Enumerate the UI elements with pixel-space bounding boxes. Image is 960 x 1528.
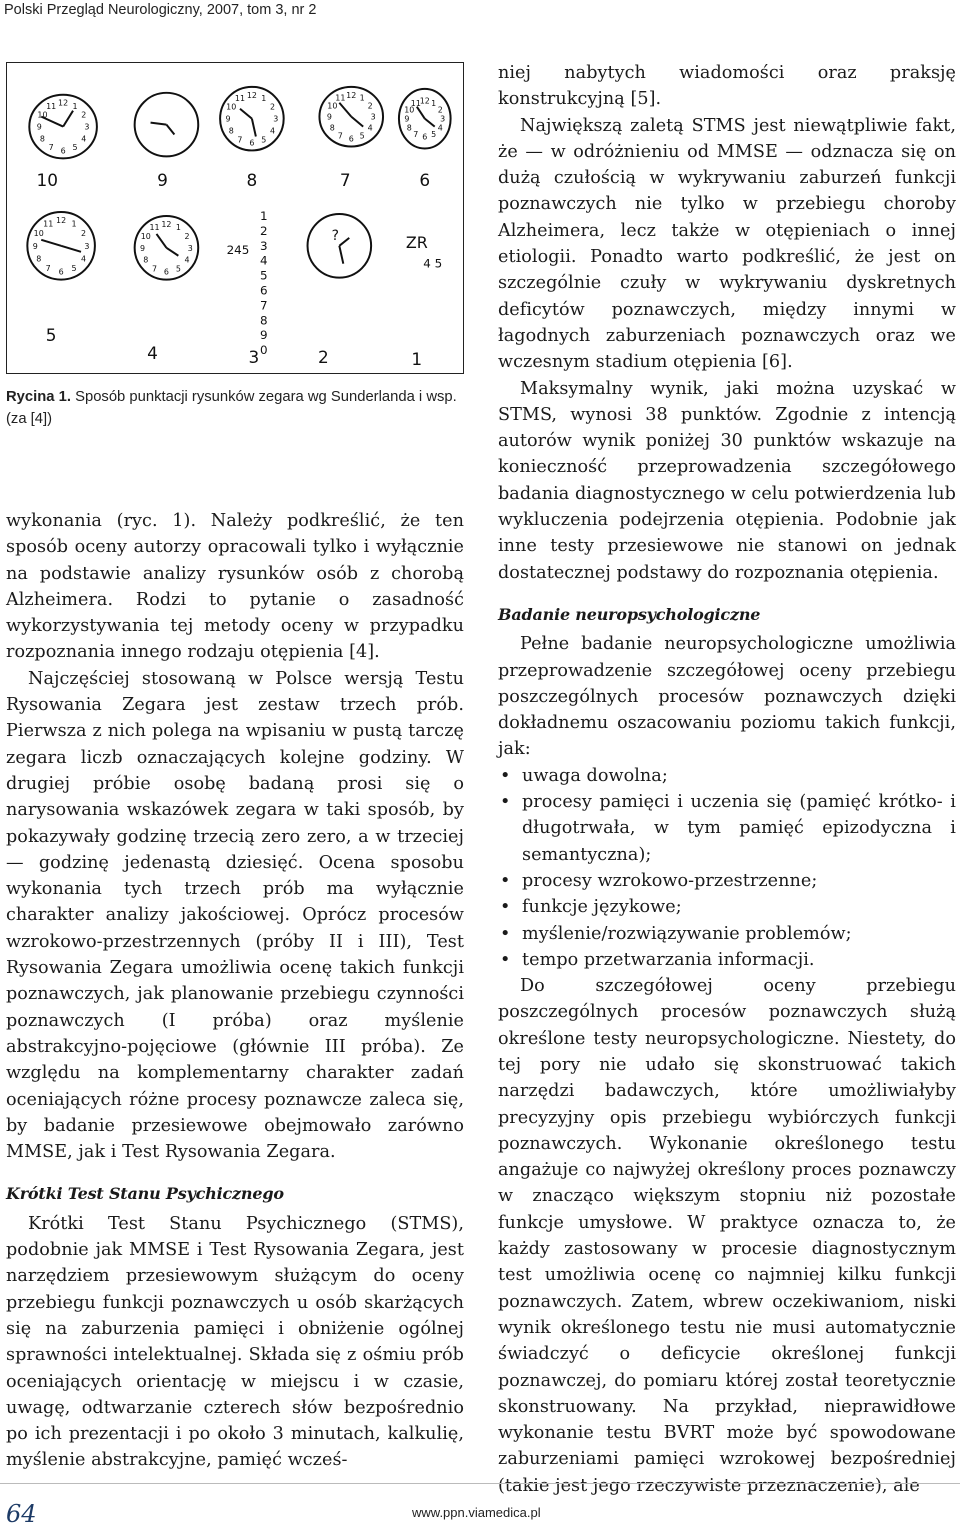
right-paragraph-1: niej nabytych wiadomości oraz praksję konstrukcyjną [5]. bbox=[498, 63, 956, 110]
clock-numeral: 12 bbox=[346, 90, 357, 100]
right-paragraph-5: Do szczegółowej oceny przebiegu poszczególnych procesów poznawczych służą określone testy neuropsychologiczne. Niestety, do tej pory nie udało się skonstruować takich narzędzi badawczych, które umożliwiałyby precyzyjny opis przebiegu wybiórczych funkcji poznawczych. Wykonanie określonego testu angażuje co najwyżej określony proces poznawczy w znacząco większym stopniu niż pozostałe funkcje umysłowe. W praktyce oznacza to, że każdy zastosowany w procesie diagnostycznym test umożliwia ocenę co najmniej kilku funkcji poznawczych. Zatem, wbrew oczekiwaniom, niski wynik określonego testu nie musi automatycznie świadczyć o deficycie określonej funkcji poznawczej, do pomiaru której został teoretycznie skonstruowany. Na przykład, nieprawidłowe wykonanie testu BVRT może być spowodowane zaburzeniami pamięci wzrokowej bezpośredniej (takie jest jego rzeczywiste przeznaczenie), ale bbox=[498, 976, 956, 1496]
clock-numeral: 9 bbox=[404, 114, 410, 124]
score-label: 6 bbox=[419, 170, 431, 191]
clock-numeral: 9 bbox=[36, 122, 42, 132]
score-label: 9 bbox=[157, 170, 168, 191]
clock-numeral: 10 bbox=[33, 228, 44, 238]
clock-numeral: 2 bbox=[81, 110, 87, 120]
clock-numeral: 4 bbox=[81, 134, 87, 144]
clock-numeral: 3 bbox=[187, 243, 193, 253]
vertical-digit: 9 bbox=[260, 328, 268, 343]
clock-numeral: 6 bbox=[58, 267, 64, 277]
vertical-digit: 1 bbox=[260, 208, 268, 223]
clock-numeral: 8 bbox=[36, 254, 42, 264]
clock-numeral: 11 bbox=[149, 223, 160, 233]
clock-numeral: 1 bbox=[261, 93, 267, 103]
vertical-digit: 4 bbox=[260, 253, 268, 268]
figure-caption bbox=[6, 386, 466, 430]
vertical-digit: 7 bbox=[260, 298, 268, 313]
clock-numeral: 10 bbox=[327, 101, 338, 111]
clock-numeral: 1 bbox=[431, 99, 437, 109]
clock-numeral: 12 bbox=[161, 219, 172, 229]
list-item: • funkcje językowe; bbox=[498, 894, 956, 920]
clock-numeral: 7 bbox=[413, 130, 419, 140]
clock-numeral: 5 bbox=[175, 264, 181, 274]
journal-header: Polski Przegląd Neurologiczny, 2007, tom 3, nr 2 bbox=[4, 2, 317, 18]
clock-numeral: 2 bbox=[367, 101, 373, 111]
clock-hand bbox=[417, 107, 425, 119]
vertical-digit: 2 bbox=[260, 223, 268, 238]
vertical-digit: 6 bbox=[260, 283, 268, 298]
clock-numeral: 1 bbox=[71, 219, 77, 229]
right-paragraph-3: Maksymalny wynik, jaki można uzyskać w STMS, wynosi 38 punktów. Zgodnie z intencją autorów wynik poniżej 30 punktów wskazuje na konieczność przeprowadzenia szczegółowego badania diagnostycznego w celu potwierdzenia lub wykluczenia podejrzenia otępienia. Podobnie jak inne testy przesiewowe nie stanowi on jednak dostatecznej podstawy do rozpoznania otępienia. bbox=[498, 378, 956, 583]
clock-numeral: 9 bbox=[225, 114, 231, 124]
score-label: 10 bbox=[36, 170, 58, 191]
list-item: • myślenie/rozwiązywanie problemów; bbox=[498, 921, 956, 947]
clock-numeral: 6 bbox=[249, 138, 255, 148]
clock-numeral: 7 bbox=[48, 143, 54, 153]
left-paragraph-3: Krótki Test Stanu Psychicznego (STMS), podobnie jak MMSE i Test Rysowania Zegara, jest narzędziem przesiewowym służącym do oceny przebiegu funkcji poznawczych u osób skarżących się na zaburzenia pamięci i obniżenie ogólnej sprawności intelektualnej. Składa się z ośmiu prób oceniających orientację w miejscu i w czasie, uwagę, odtwarzanie czterech słów bezpośrednio po ich prezentacji i po około 3 minutach, kalkulię, myślenie abstrakcyjne, pamięć wcześ- bbox=[6, 1213, 464, 1471]
clock-numeral: 4 bbox=[80, 254, 87, 264]
footer-divider bbox=[0, 1483, 960, 1484]
clock-numeral: 5 bbox=[359, 131, 365, 141]
clock-numeral: 4 bbox=[270, 126, 276, 136]
figure-caption-label: Rycina 1. bbox=[6, 389, 71, 405]
list-item: • tempo przetwarzania informacji. bbox=[498, 947, 956, 973]
scribble-text: 245 bbox=[226, 242, 250, 257]
clock-hand bbox=[166, 248, 178, 256]
figure-caption-text: Sposób punktacji rysunków zegara wg Sunderlanda i wsp. (za [4]) bbox=[6, 389, 457, 427]
clock-numeral: 8 bbox=[228, 126, 234, 136]
footer-url: www.ppn.viamedica.pl bbox=[412, 1505, 541, 1520]
clock-hand bbox=[339, 103, 351, 117]
clock-numeral: 10 bbox=[404, 105, 415, 115]
clock-numeral: 11 bbox=[46, 101, 57, 111]
clock-numeral: 12 bbox=[419, 96, 430, 106]
clock-numeral: 12 bbox=[56, 215, 67, 225]
right-column bbox=[498, 60, 956, 1499]
list-item: • procesy wzrokowo-przestrzenne; bbox=[498, 868, 956, 894]
clock-numeral: 2 bbox=[184, 231, 190, 241]
clock-numeral: 4 bbox=[437, 123, 443, 133]
clock-hand bbox=[339, 246, 343, 264]
clock-numeral: 6 bbox=[163, 267, 169, 277]
clock-numeral: 3 bbox=[370, 112, 376, 122]
clock-numeral: 7 bbox=[151, 264, 158, 274]
clock-numeral: 5 bbox=[261, 135, 267, 145]
clock-hand bbox=[151, 123, 167, 125]
clock-numeral: 10 bbox=[37, 110, 48, 120]
clock-numeral: 7 bbox=[45, 264, 51, 274]
vertical-digit: 5 bbox=[260, 268, 268, 283]
clock-numeral: 2 bbox=[437, 105, 443, 115]
clock-numeral: 4 bbox=[184, 255, 190, 265]
section-heading-neuropsych: Badanie neuropsychologiczne bbox=[498, 604, 761, 624]
clock-numeral: 7 bbox=[237, 135, 243, 145]
clock-numeral: 6 bbox=[60, 146, 66, 156]
clock-numeral: 12 bbox=[246, 90, 257, 100]
clock-numeral: 11 bbox=[410, 99, 421, 109]
right-paragraph-2: Największą zaletą STMS jest niewątpliwie fakt, że — w odróżnieniu od MMSE — odznacza się on dużą czułością w wykrywaniu zaburzeń funkcji poznawczych nie tylko w przebiegu choroby Alzheimera, lecz także w otępieniach o innej etiologii. Ponadto warto podkreślić, że jest on szczególnie czuły w wykrywaniu dyskretnych deficytów poznawczych, między innymi w łagodnych zaburzeniach poznawczych oraz we wczesnym stadium otępienia [6]. bbox=[498, 115, 956, 373]
clock-hand bbox=[63, 111, 73, 127]
clock-numeral: 1 bbox=[175, 223, 181, 233]
clock-hand bbox=[61, 246, 81, 252]
clock-numeral: 3 bbox=[84, 241, 90, 251]
section-heading-stms: Krótki Test Stanu Psychicznego bbox=[6, 1184, 284, 1204]
clock-numeral: 2 bbox=[80, 228, 87, 238]
clock-hand bbox=[166, 125, 174, 135]
clock-numeral: 9 bbox=[32, 241, 38, 251]
clock-numeral: 8 bbox=[406, 123, 412, 133]
score-label: 7 bbox=[339, 170, 351, 191]
right-paragraph-4: Pełne badanie neuropsychologiczne umożliwia przeprowadzenie szczegółowej oceny przebiegu poszczególnych procesów poznawczych dzięki dokładnemu oszacowaniu poziomu takich funkcji, jak: bbox=[498, 634, 956, 760]
clock-numeral: 5 bbox=[72, 143, 78, 153]
score-label: 5 bbox=[45, 325, 57, 346]
clock-numeral: 3 bbox=[273, 114, 279, 124]
clock-numeral: 11 bbox=[234, 93, 246, 103]
score-label: 1 bbox=[411, 349, 423, 370]
clock-hand bbox=[351, 117, 363, 127]
left-column bbox=[6, 508, 464, 1474]
clock-numeral: 7 bbox=[337, 131, 343, 141]
clock-numeral: 3 bbox=[440, 114, 446, 124]
clock-numeral: 1 bbox=[72, 101, 78, 111]
clock-numeral: 8 bbox=[39, 134, 45, 144]
clock-hand bbox=[41, 240, 61, 246]
clock-numeral: 8 bbox=[329, 123, 335, 133]
vertical-digit: 0 bbox=[260, 343, 268, 358]
clock-numeral: 9 bbox=[140, 243, 146, 253]
clock-drawings-figure bbox=[6, 62, 464, 374]
clock-hand bbox=[157, 234, 167, 248]
clock-numeral: 2 bbox=[270, 102, 276, 112]
list-item: • uwaga dowolna; bbox=[498, 763, 956, 789]
clock-hand bbox=[252, 119, 256, 137]
vertical-digit: 3 bbox=[260, 238, 268, 253]
clock-numeral: 10 bbox=[226, 102, 237, 112]
clock-numeral: 3 bbox=[84, 122, 90, 132]
score-label: 8 bbox=[246, 170, 258, 191]
clock-hand bbox=[339, 238, 349, 246]
clock-numeral: 5 bbox=[431, 130, 437, 140]
score-label: 4 bbox=[147, 343, 158, 364]
clock-numeral: 8 bbox=[143, 255, 149, 265]
clock-numeral: 1 bbox=[359, 93, 365, 103]
clock-numeral: 11 bbox=[43, 219, 54, 229]
left-paragraph-2: Najczęściej stosowaną w Polsce wersją Testu Rysowania Zegara jest zestaw trzech prób. Pierwsza z nich polega na wpisaniu w pustą tarczę zegara liczb oznaczających kolejne godziny. W drugiej próbie osobę badaną prosi się o narysowania wskazówek zegara w taki sposób, by pokazywały godzinę trzecią zero zero, a w trzeciej — godzinę jedenastą dziesięć. Ocena sposobu wykonania tych trzech prób ma wyłącznie charakter analizy jakościowej. Oprócz procesów wzrokowo-przestrzennych (próby II i III), Test Rysowania Zegara umożliwia ocenę takich funkcji poznawczych, jak planowanie przebiegu czynności poznawczych (I próba) oraz myślenie abstrakcyjno-pojęciowe (głównie III próba). Ze względu na komplementarny charakter zadań oceniających różne procesy poznawcze zaleca się, by badanie przesiewowe obejmowało zarówno MMSE, jak i Test Rysowania Zegara. bbox=[6, 668, 464, 1163]
vertical-digit: 8 bbox=[260, 313, 268, 328]
scribble-text: ? bbox=[331, 227, 340, 244]
clock-numeral: 10 bbox=[140, 231, 151, 241]
clock-numeral: 6 bbox=[422, 132, 428, 142]
score-label: 3 bbox=[248, 347, 260, 368]
clock-numeral: 9 bbox=[326, 112, 332, 122]
page-number: 64 bbox=[6, 1500, 37, 1528]
clock-numeral: 11 bbox=[335, 93, 346, 103]
clock-numeral: 12 bbox=[58, 98, 69, 108]
score-label: 2 bbox=[318, 347, 329, 368]
clock-drawings-image bbox=[7, 63, 463, 373]
clock-face-8 bbox=[308, 214, 372, 278]
clock-numeral: 6 bbox=[348, 134, 354, 144]
clock-hand bbox=[425, 119, 435, 127]
list-item: • procesy pamięci i uczenia się (pamięć krótko- i długotrwała, w tym pamięć epizodyczna i semantyczna); bbox=[498, 789, 956, 868]
scribble-text: ZR bbox=[405, 232, 428, 252]
function-list bbox=[498, 763, 956, 973]
left-paragraph-1: wykonania (ryc. 1). Należy podkreślić, że ten sposób oceny autorzy opracowali tylko i wyłącznie na podstawie analizy rysunków osób z chorobą Alzheimera. Rodzi to pytanie o zasadność wykorzystywania tej metody oceny w przypadku rozpoznania innego rodzaju otępienia [4]. bbox=[6, 511, 464, 663]
clock-numeral: 5 bbox=[71, 264, 77, 274]
scribble-text: 4 5 bbox=[423, 256, 443, 271]
clock-hand bbox=[240, 109, 252, 119]
clock-numeral: 4 bbox=[367, 123, 373, 133]
